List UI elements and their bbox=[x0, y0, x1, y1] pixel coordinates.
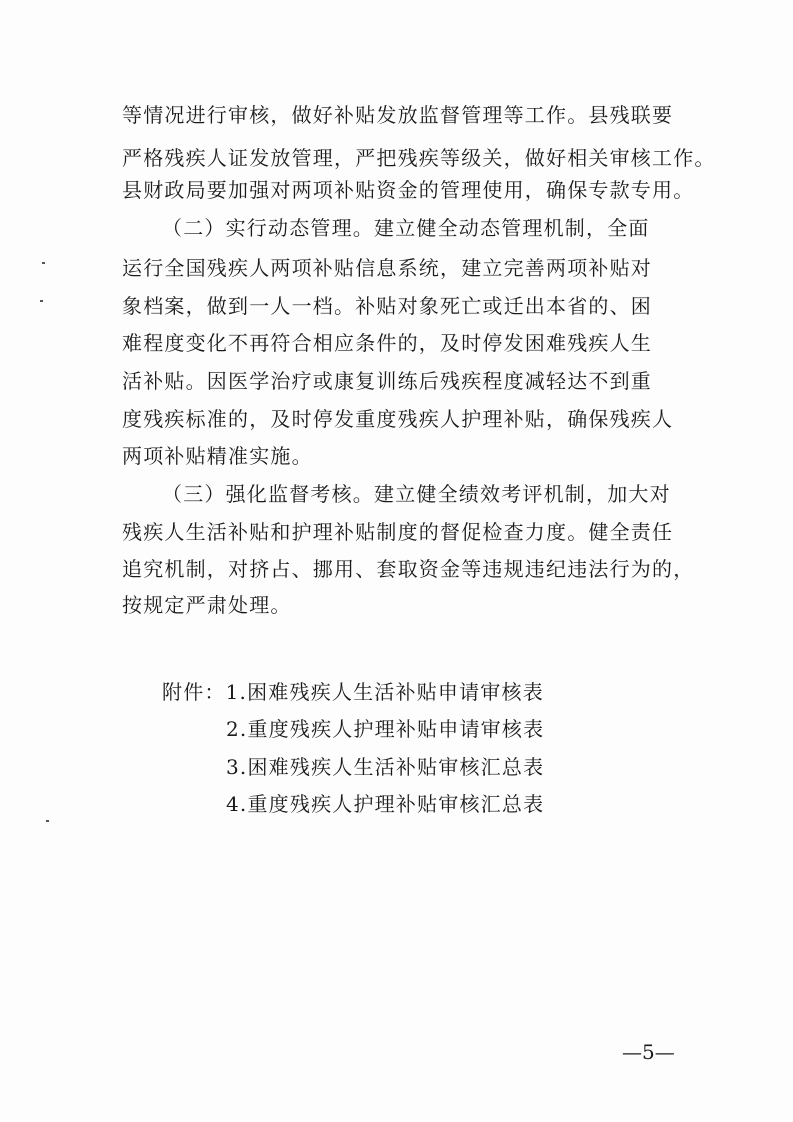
section2-line: 象档案，做到一人一档。补贴对象死亡或迁出本省的、困 bbox=[122, 294, 652, 318]
section2-line: 度残疾标准的，及时停发重度残疾人护理补贴，确保残疾人 bbox=[122, 407, 674, 431]
section2-line: 活补贴。因医学治疗或康复训练后残疾程度减轻达不到重 bbox=[122, 369, 652, 393]
attachment-list-first bbox=[162, 680, 544, 704]
section2-heading-line: （二）实行动态管理。建立健全动态管理机制，全面 bbox=[162, 216, 650, 240]
attachment-label: 附件： bbox=[162, 680, 226, 704]
attachment-item: 3.困难残疾人生活补贴审核汇总表 bbox=[226, 755, 545, 779]
attachment-item: 2.重度残疾人护理补贴申请审核表 bbox=[226, 717, 545, 741]
section3-line: 按规定严肃处理。 bbox=[122, 593, 292, 617]
section2-line: 两项补贴精准实施。 bbox=[122, 444, 313, 468]
section3-line: 追究机制，对挤占、挪用、套取资金等违规违纪违法行为的， bbox=[122, 557, 695, 581]
page-number: —5— bbox=[622, 1040, 675, 1064]
paragraph1-line: 县财政局要加强对两项补贴资金的管理使用，确保专款专用。 bbox=[122, 178, 695, 202]
scan-speck bbox=[42, 262, 45, 264]
section2-line: 难程度变化不再符合相应条件的，及时停发困难残疾人生 bbox=[122, 331, 652, 355]
section3-heading-line: （三）强化监督考核。建立健全绩效考评机制，加大对 bbox=[162, 482, 671, 506]
paragraph1-line: 等情况进行审核，做好补贴发放监督管理等工作。县残联要 bbox=[122, 103, 674, 127]
scan-speck bbox=[40, 300, 43, 302]
scan-speck bbox=[46, 820, 49, 822]
attachment-item: 4.重度残疾人护理补贴审核汇总表 bbox=[226, 792, 545, 816]
attachment-item: 1.困难残疾人生活补贴申请审核表 bbox=[225, 680, 544, 704]
section2-line: 运行全国残疾人两项补贴信息系统，建立完善两项补贴对 bbox=[122, 256, 652, 280]
section3-line: 残疾人生活补贴和护理补贴制度的督促检查力度。健全责任 bbox=[122, 520, 674, 544]
paragraph1-line: 严格残疾人证发放管理，严把残疾等级关，做好相关审核工作。 bbox=[122, 146, 716, 170]
